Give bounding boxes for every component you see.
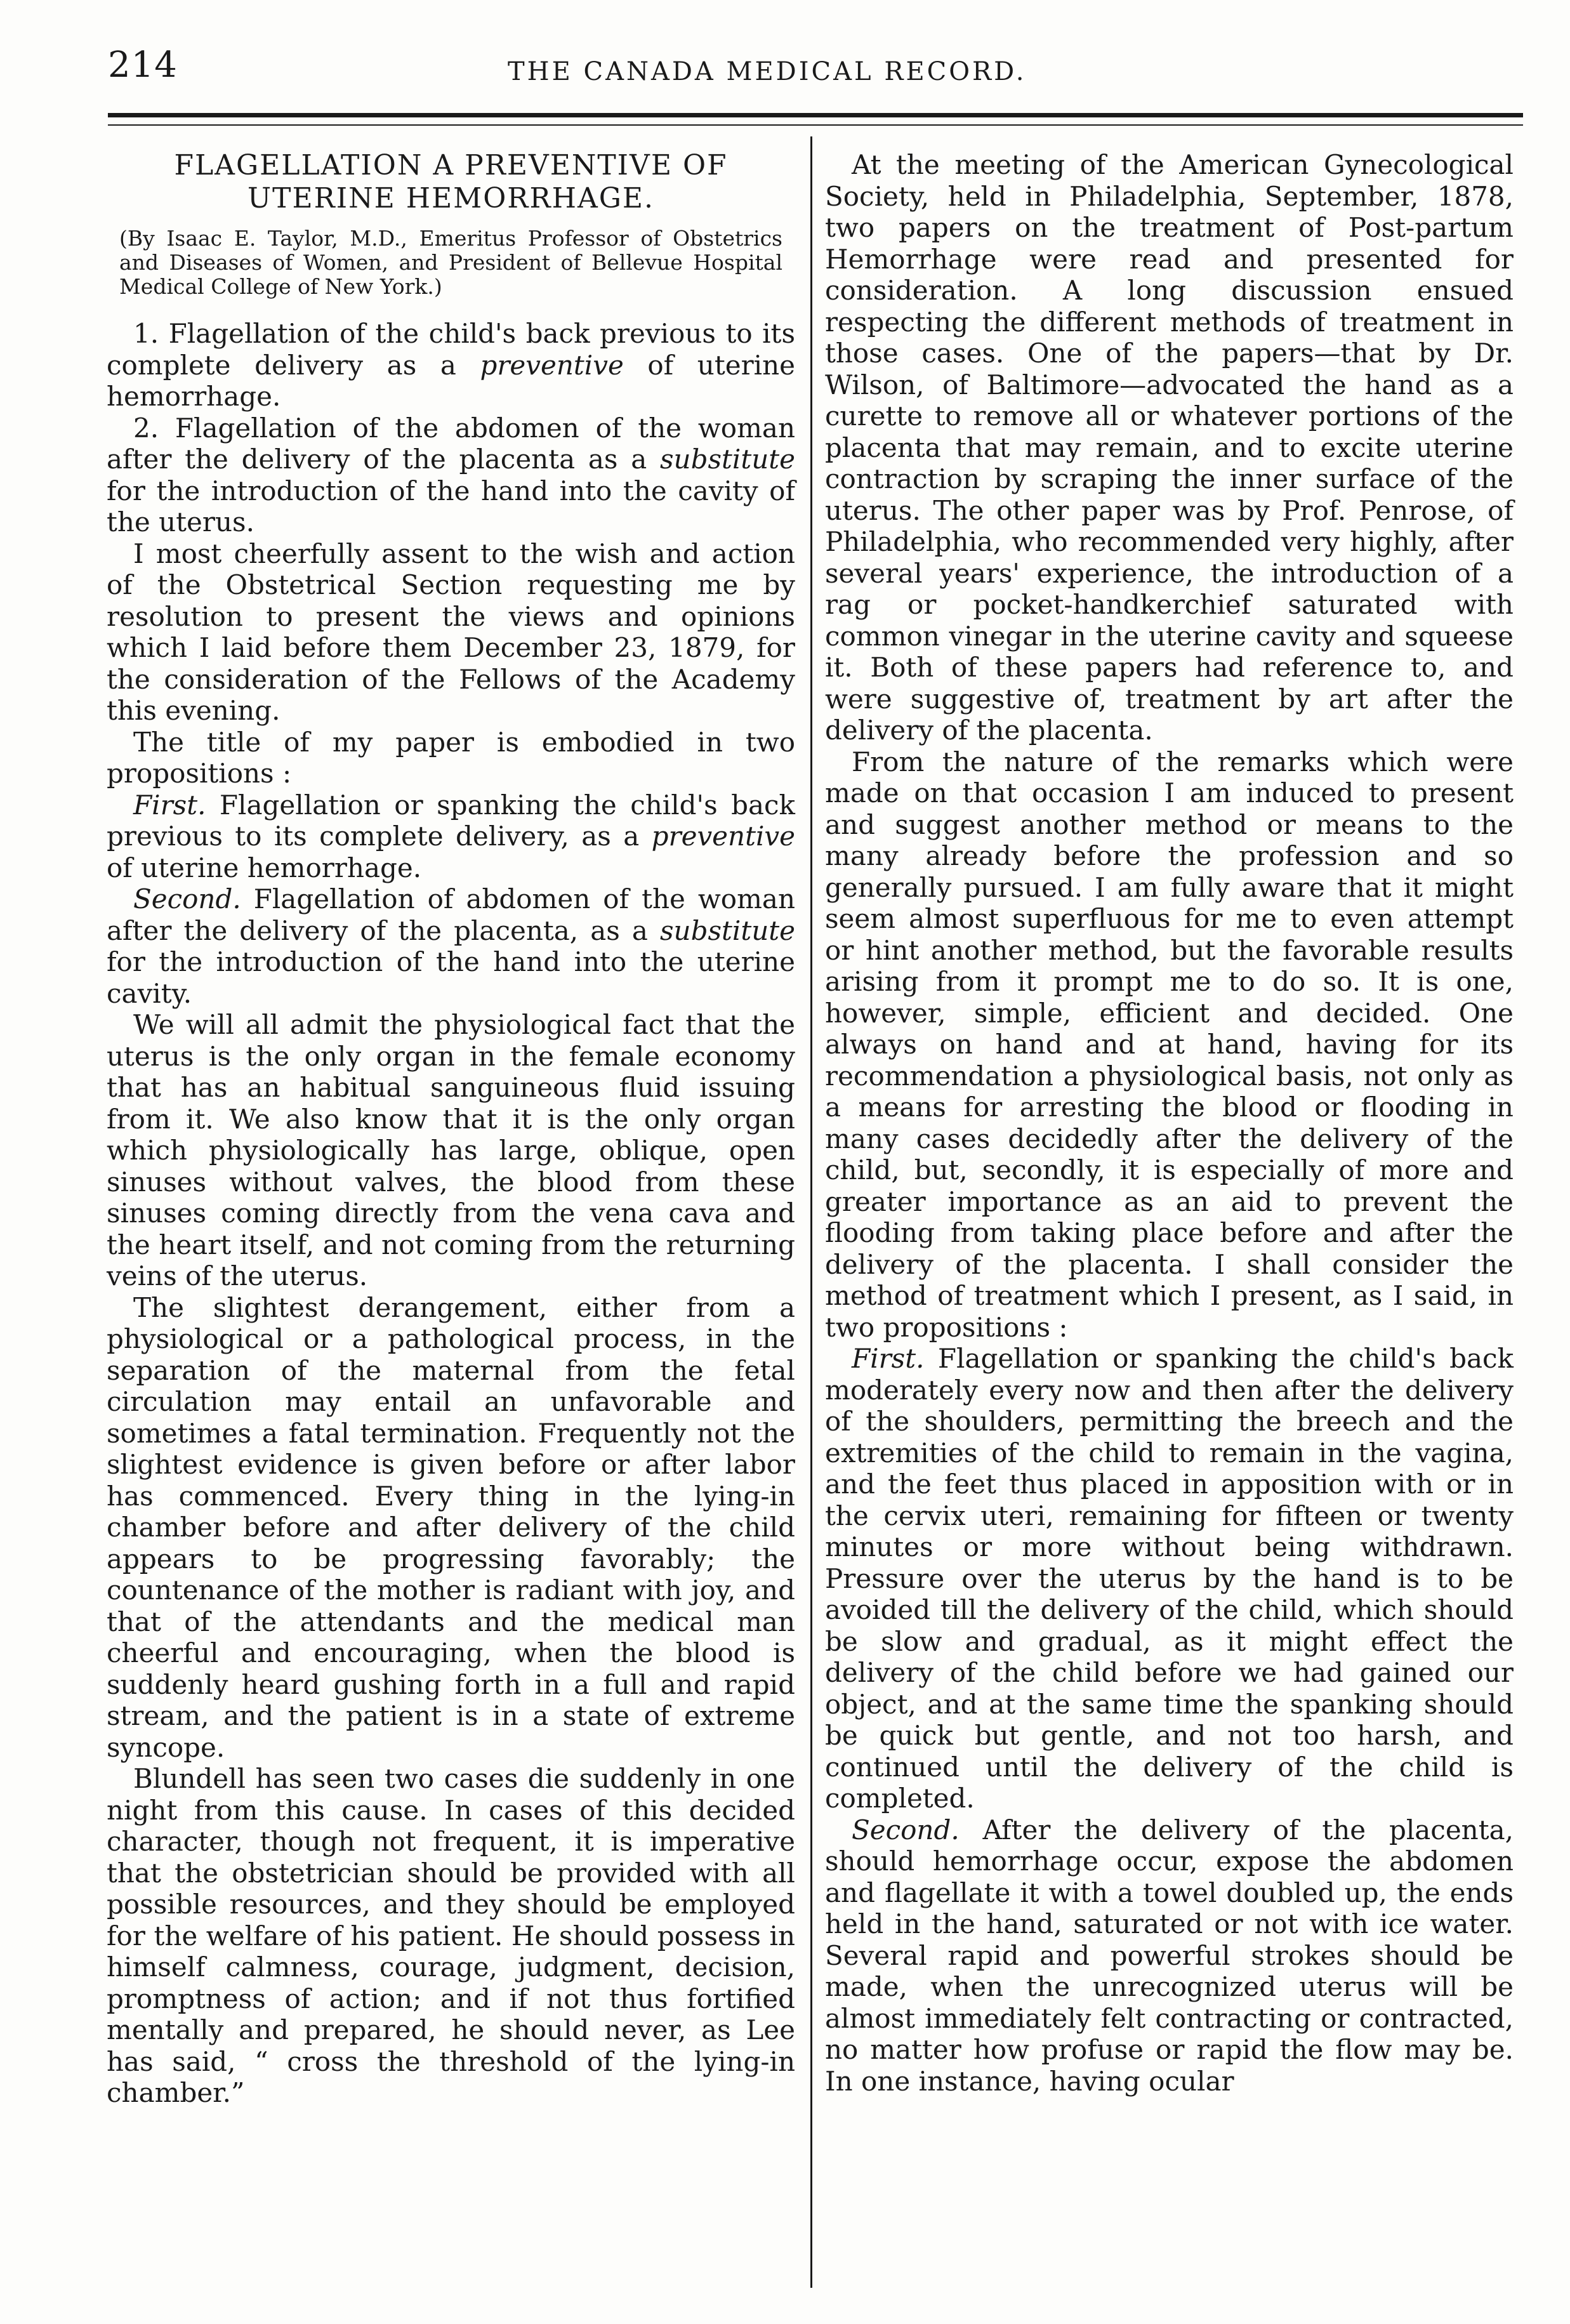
paragraph: First. Flagellation or spanking the child's back previous to its complete delivery, as a preventive of uterine hemorrhage. — [107, 789, 795, 883]
article-byline: (By Isaac E. Taylor, M.D., Emeritus Professor of Obstetrics and Diseases of Women, and President of Bellevue Hospital Medical College of New York.) — [119, 226, 782, 299]
paragraph: The slightest derangement, either from a physiological or a pathological process, in the separation of the maternal from the fetal circulation may entail an unfavorable and sometimes a fatal termination. Frequently not the slightest evidence is given before or after labor has commenced. Every thing in the lying-in chamber before and after delivery of the child appears to be progressing favorably; the countenance of the mother is radiant with joy, and that of the attendants and the medical man cheerful and encouraging, when the blood is suddenly heard gushing forth in a full and rapid stream, and the patient is in a state of extreme syncope. — [107, 1291, 795, 1763]
paragraph: The title of my paper is embodied in two propositions : — [107, 726, 795, 789]
header-rule-thin — [108, 124, 1523, 126]
paragraph: Blundell has seen two cases die suddenly in one night from this cause. In cases of this decided character, though not frequent, it is imperative that the obstetrician should be provided with all possible resources, and they should be employed for the welfare of his patient. He should possess in himself calmness, courage, judgment, decision, promptness of action; and if not thus fortified mentally and prepared, he should never, as Lee has said, “ cross the threshold of the lying-in chamber.” — [107, 1763, 795, 2108]
paragraph: First. Flagellation or spanking the child's back moderately every now and then after the delivery of the shoulders, permitting the breech and the extremities of the child to remain in the vagina, and the feet thus placed in apposition with or in the cervix uteri, remaining for fifteen or twenty minutes or more without being withdrawn. Pressure over the uterus by the hand is to be avoided till the delivery of the child, which should be slow and gradual, as it might effect the delivery of the child before we had gained our object, and at the same time the spanking should be quick but gentle, and not too harsh, and continued until the delivery of the child is completed. — [825, 1343, 1514, 1814]
paragraph: 1. Flagellation of the child's back previous to its complete delivery as a preventive of uterine hemorrhage. — [107, 318, 796, 412]
header-rule-thick — [108, 113, 1523, 117]
article-title: FLAGELLATION A PREVENTIVE OF UTERINE HEMORRHAGE. — [174, 149, 728, 215]
paragraph: We will all admit the physiological fact that the uterus is the only organ in the female economy that has an habitual sanguineous fluid issuing from it. We also know that it is the only organ which physiologically has large, oblique, open sinuses without valves, the blood from these sinuses coming directly from the vena cava and the heart itself, and not coming from the returning veins of the uterus. — [107, 1009, 795, 1291]
paragraph: 2. Flagellation of the abdomen of the woman after the delivery of the placenta as a substitute for the introduction of the hand into the cavity of the uterus. — [107, 412, 795, 538]
paragraph: At the meeting of the American Gynecological Society, held in Philadelphia, September, 1878, two papers on the treatment of Post-partum Hemorrhage were read and presented for consideration. A long discussion ensued respecting the different methods of treatment in those cases. One of the papers—that by Dr. Wilson, of Baltimore—advocated the hand as a curette to remove all or whatever portions of the placenta that may remain, and to excite uterine contraction by scraping the inner surface of the uterus. The other paper was by Prof. Penrose, of Philadelphia, who recommended very highly, after several years' experience, the introduction of a rag or pocket-handkerchief saturated with common vinegar in the uterine cavity and squeese it. Both of these papers had reference to, and were suggestive of, treatment by art after the delivery of the placenta. — [825, 149, 1514, 746]
left-column — [107, 149, 795, 2109]
paragraph: Second. After the delivery of the placenta, should hemorrhage occur, expose the abdomen and flagellate it with a towel doubled up, the ends held in the hand, saturated or not with ice water. Several rapid and powerful strokes should be made, when the unrecognized uterus will be almost immediately felt contracting or contracted, no matter how profuse or rapid the flow may be. In one instance, having ocular — [825, 1814, 1514, 2097]
running-head: THE CANADA MEDICAL RECORD. — [508, 57, 1027, 86]
column-divider — [810, 136, 812, 2288]
page-number: 214 — [108, 44, 178, 86]
paragraph: Second. Flagellation of abdomen of the woman after the delivery of the placenta, as a substitute for the introduction of the hand into the uterine cavity. — [107, 883, 795, 1009]
paragraph: From the nature of the remarks which were made on that occasion I am induced to present and suggest another method or means to the many already before the profession and so generally pursued. I am fully aware that it might seem almost superfluous for me to even attempt or hint another method, but the favorable results arising from it prompt me to do so. It is one, however, simple, efficient and decided. One always on hand and at hand, having for its recommendation a physiological basis, not only as a means for arresting the blood or flooding in many cases decidedly after the delivery of the child, but, secondly, it is especially of more and greater importance as an aid to prevent the flooding from taking place before and after the delivery of the placenta. I shall consider the method of treatment which I present, as I said, in two propositions : — [825, 746, 1514, 1343]
paragraph: I most cheerfully assent to the wish and action of the Obstetrical Section requesting me by resolution to present the views and opinions which I laid before them December 23, 1879, for the consideration of the Fellows of the Academy this evening. — [107, 538, 795, 726]
right-column — [825, 149, 1514, 2097]
